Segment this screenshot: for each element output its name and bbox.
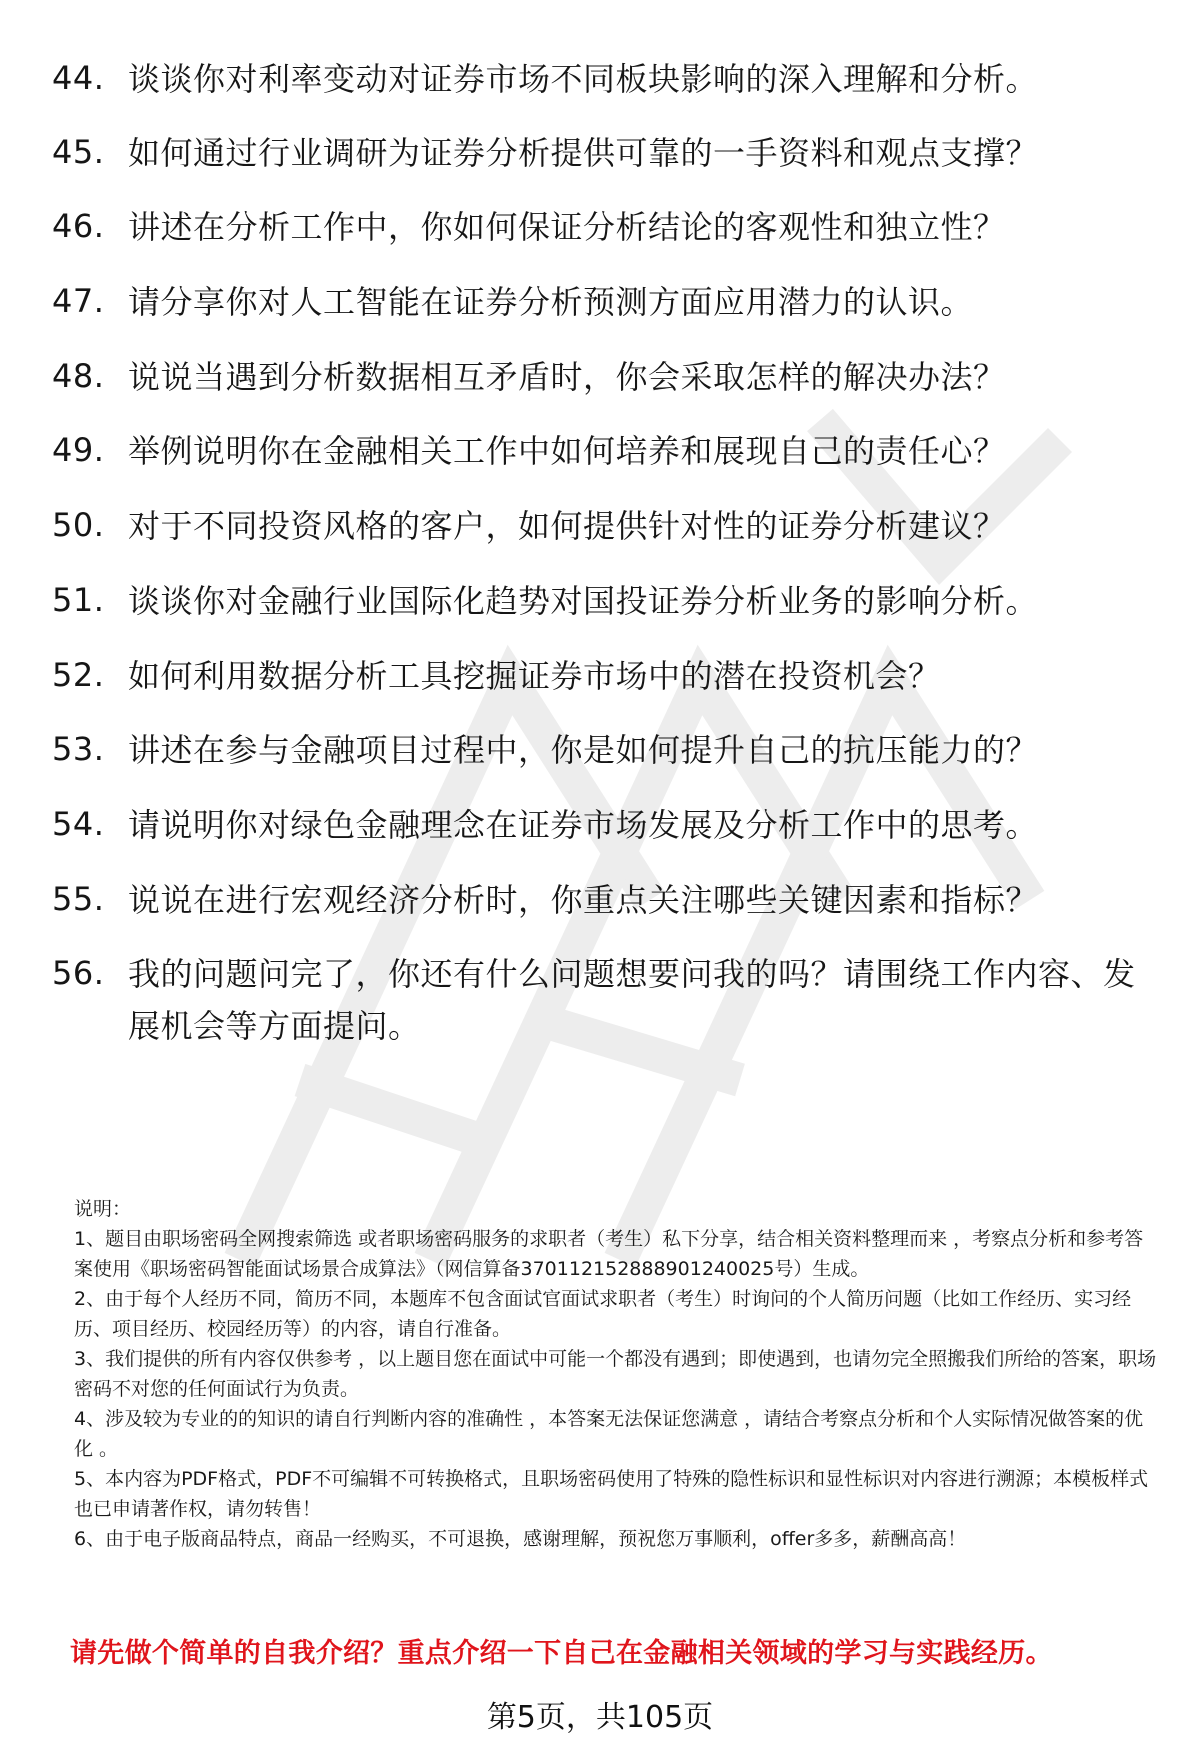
question-number: 46. [52,207,105,245]
note-item: 4、涉及较为专业的的知识的请自行判断内容的准确性 ，本答案无法保证您满意 ，请结合考察点分析和个人实际情况做答案的优化 。 [74,1408,1144,1460]
question-number: 56. [52,954,105,992]
question-text: 请分享你对人工智能在证券分析预测方面应用潜力的认识。 [128,283,974,321]
question-item [52,724,1162,776]
question-text: 谈谈你对金融行业国际化趋势对国投证券分析业务的影响分析。 [128,582,1039,620]
question-text: 如何通过行业调研为证券分析提供可靠的一手资料和观点支撑？ [128,134,1039,172]
question-number: 54. [52,805,105,843]
page-number: 第5页，共105页 [486,1700,714,1735]
question-item [52,799,1162,851]
question-text: 谈谈你对利率变动对证券市场不同板块影响的深入理解和分析。 [128,60,1039,98]
highlight-question: 请先做个简单的自我介绍？重点介绍一下自己在金融相关领域的学习与实践经历。 [70,1638,1053,1669]
question-number: 47. [52,282,105,320]
question-item [52,53,1162,105]
question-text: 举例说明你在金融相关工作中如何培养和展现自己的责任心？ [128,432,1006,470]
question-item [52,425,1162,477]
question-item [52,127,1162,179]
question-text: 我的问题问完了，你还有什么问题想要问我的吗？请围绕工作内容、发展机会等方面提问。 [128,955,1136,1045]
question-number: 53. [52,730,105,768]
question-item [52,201,1162,253]
question-number: 51. [52,581,105,619]
question-number: 49. [52,431,105,469]
question-number: 50. [52,506,105,544]
note-item: 3、我们提供的所有内容仅供参考 ，以上题目您在面试中可能一个都没有遇到；即使遇到，也请勿完全照搬我们所给的答案，职场密码不对您的任何面试行为负责。 [74,1348,1157,1400]
note-item: 6、由于电子版商品特点，商品一经购买，不可退换，感谢理解，预祝您万事顺利，offer多多，薪酬高高！ [74,1528,967,1550]
question-number: 55. [52,880,105,918]
question-item [52,948,1162,1052]
question-number: 45. [52,133,105,171]
question-text: 请说明你对绿色金融理念在证券市场发展及分析工作中的思考。 [128,806,1039,844]
question-text: 讲述在分析工作中，你如何保证分析结论的客观性和独立性？ [128,208,1006,246]
question-text: 如何利用数据分析工具挖掘证券市场中的潜在投资机会？ [128,657,941,695]
notes-title: 说明： [74,1198,132,1220]
question-text: 说说当遇到分析数据相互矛盾时，你会采取怎样的解决办法？ [128,358,1006,396]
question-item [52,575,1162,627]
question-text: 对于不同投资风格的客户，如何提供针对性的证券分析建议？ [128,507,1006,545]
question-item [52,351,1162,403]
question-number: 52. [52,656,105,694]
disclaimer-notes [74,1194,1159,1554]
question-text: 讲述在参与金融项目过程中，你是如何提升自己的抗压能力的？ [128,731,1039,769]
question-number: 44. [52,59,105,97]
question-item [52,874,1162,926]
note-item: 5、本内容为PDF格式，PDF不可编辑不可转换格式，且职场密码使用了特殊的隐性标识和显性标识对内容进行溯源；本模板样式也已申请著作权，请勿转售！ [74,1468,1149,1520]
question-item [52,500,1162,552]
question-item [52,276,1162,328]
note-item: 2、由于每个人经历不同，简历不同，本题库不包含面试官面试求职者（考生）时询问的个人简历问题（比如工作经历、实习经历、项目经历、校园经历等）的内容，请自行准备。 [74,1288,1132,1340]
question-number: 48. [52,357,105,395]
note-item: 1、题目由职场密码全网搜索筛选 或者职场密码服务的求职者（考生）私下分享，结合相关资料整理而来 ，考察点分析和参考答案使用《职场密码智能面试场景合成算法》（网信算备370112152888901240025号）生成。 [74,1228,1144,1280]
question-text: 说说在进行宏观经济分析时，你重点关注哪些关键因素和指标？ [128,881,1039,919]
question-item [52,650,1162,702]
